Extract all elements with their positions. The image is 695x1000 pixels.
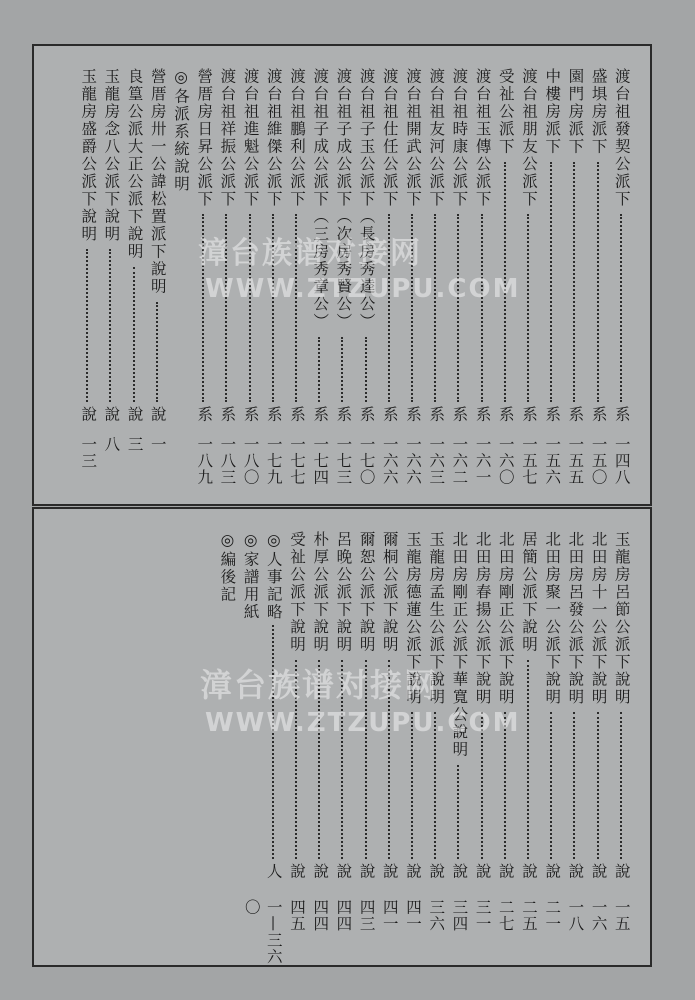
- leader-dots: [597, 712, 602, 859]
- toc-entry-section: 說: [288, 863, 306, 880]
- toc-entry: [518, 509, 540, 965]
- toc-entry: [564, 46, 586, 504]
- toc-entry-title: 渡台祖朋友公派下: [520, 68, 538, 208]
- toc-entry: [611, 46, 633, 504]
- toc-entry-title: 呂晚公派下說明: [334, 531, 353, 654]
- toc-entry: [588, 509, 610, 965]
- toc-entry-title: 中樓房派下: [543, 68, 562, 156]
- toc-entry-title: ◎編後記: [218, 531, 237, 604]
- toc-entry-title: 渡台祖發契公派下: [612, 68, 631, 208]
- toc-entry-title: 北田房剛正公派下華寬公說明: [450, 531, 469, 759]
- toc-entry-page: 一八九: [195, 436, 214, 486]
- toc-entry-title: 北田房剛正公派下說明: [496, 531, 515, 706]
- toc-entry-page: 四三: [357, 899, 376, 932]
- toc-entry: [541, 46, 563, 504]
- leader-dots: [597, 162, 602, 403]
- leader-dots: [86, 249, 91, 402]
- toc-entry-page: 一五七: [520, 436, 538, 486]
- toc-entry-page: 一五六: [543, 436, 562, 486]
- toc-entry-section: 說: [357, 863, 376, 880]
- toc-entry-section: 系: [241, 406, 260, 423]
- toc-entry-title: 渡台祖子成公派下（次房秀賢公）: [334, 68, 353, 331]
- toc-entry-title: ◎家譜用紙: [241, 531, 260, 621]
- toc-entry-page: 二一: [543, 899, 562, 932]
- toc-entry-title: 渡台祖玉傳公派下: [473, 68, 492, 208]
- toc-entry-section: 系: [311, 406, 330, 423]
- toc-entry-title: 渡台祖子成公派下（三房秀章公）: [311, 68, 330, 331]
- toc-entry-page: 四一: [380, 899, 399, 932]
- toc-entry-section: 系: [520, 406, 538, 423]
- toc-entry-title: 北田房聚一公派下說明: [543, 531, 562, 706]
- toc-entry-page: 一八三: [218, 436, 237, 486]
- leader-dots: [573, 712, 578, 859]
- leader-dots: [156, 302, 161, 403]
- toc-entry-section: 說: [334, 863, 353, 880]
- toc-entry-title: 盛埧房派下: [589, 68, 608, 156]
- toc-entry: [100, 46, 122, 504]
- toc-entry-section: 系: [264, 406, 283, 423]
- toc-entry: [588, 46, 610, 504]
- toc-entry-page: 一六三: [427, 436, 446, 486]
- toc-entry-section: 說: [589, 863, 608, 880]
- toc-entry-page: 一七七: [288, 436, 306, 486]
- toc-entry: [77, 46, 99, 504]
- toc-entry-page: 一七三: [334, 436, 353, 486]
- toc-entry-page: 一五五: [566, 436, 585, 486]
- toc-entry-page: 一七〇: [357, 436, 376, 486]
- leader-dots: [573, 162, 578, 403]
- toc-entry-section: 說: [125, 406, 144, 423]
- leader-dots: [550, 712, 555, 859]
- toc-entry-page: 一—三六〇: [242, 899, 283, 965]
- toc-entry-title: 渡台祖仕任公派下: [380, 68, 399, 208]
- toc-entry-title: ◎人事記略: [264, 531, 283, 621]
- toc-entry-title: ◎各派系統說明: [172, 68, 190, 193]
- toc-entry-page: 一六一: [473, 436, 492, 486]
- toc-entry-section: 系: [450, 406, 469, 423]
- toc-entry-title: 朴厚公派下說明: [311, 531, 330, 654]
- toc-entry-page: 四四: [311, 899, 330, 932]
- toc-entry-page: 一三: [79, 436, 98, 469]
- toc-entry-title: 玉龍房念八公派下說明: [102, 68, 121, 243]
- toc-entry-section: 人: [264, 863, 283, 880]
- toc-entry-section: 說: [520, 863, 538, 880]
- toc-entry-title: 渡台祖開武公派下: [404, 68, 422, 208]
- toc-entry-title: 爾恕公派下說明: [357, 531, 376, 654]
- watermark-cn-top: 漳台族谱对接网: [198, 236, 422, 271]
- toc-entry-section: 說: [496, 863, 515, 880]
- toc-entry-page: 一六六: [380, 436, 399, 486]
- toc-entry-title: 渡台祖維傑公派下: [264, 68, 283, 208]
- toc-entry-page: 一六: [589, 899, 608, 932]
- toc-entry-page: 三一: [473, 899, 492, 932]
- toc-entry-page: 一七四: [311, 436, 330, 486]
- leader-dots: [527, 660, 532, 860]
- leader-dots: [133, 267, 138, 403]
- toc-entry-section: 說: [450, 863, 469, 880]
- leader-dots: [109, 249, 114, 402]
- toc-entry-title: 玉龍房孟生公派下說明: [427, 531, 446, 706]
- toc-entry-section: 說: [404, 863, 422, 880]
- watermark-cn-bottom: 漳台族谱对接网: [200, 666, 439, 704]
- toc-entry: [518, 46, 540, 504]
- toc-entry-title: 北田房呂發公派下說明: [566, 531, 585, 706]
- toc-entry-page: 二七: [496, 899, 515, 932]
- toc-entry-title: 園門房派下: [566, 68, 585, 156]
- toc-entry-title: 渡台祖進魁公派下: [241, 68, 260, 208]
- toc-entry-section: 說: [102, 406, 121, 423]
- toc-entry: [611, 509, 633, 965]
- toc-entry-page: 一四八: [612, 436, 631, 486]
- toc-entry-section: 系: [566, 406, 585, 423]
- leader-dots: [318, 337, 323, 403]
- toc-entry-title: 渡台祖祥振公派下: [218, 68, 237, 208]
- toc-entry-title: 良篁公派大正公派下說明: [125, 68, 144, 261]
- toc-entry-page: 一八〇: [241, 436, 260, 486]
- toc-entry-page: 三四: [450, 899, 469, 932]
- toc-entry-page: 四四: [334, 899, 353, 932]
- leader-dots: [457, 765, 462, 860]
- toc-entry-section: 說: [427, 863, 446, 880]
- toc-entry-title: 受祉公派下說明: [288, 531, 306, 654]
- toc-entry-title: 渡台祖鵬利公派下: [288, 68, 306, 208]
- toc-entry-page: 一七九: [264, 436, 283, 486]
- toc-entry-title: 受祉公派下: [496, 68, 515, 156]
- toc-entry-page: 四一: [404, 899, 422, 932]
- toc-entry-section: 系: [218, 406, 237, 423]
- leader-dots: [550, 162, 555, 403]
- toc-entry-section: 說: [380, 863, 399, 880]
- leader-dots: [527, 214, 532, 402]
- toc-entry-section: 系: [404, 406, 422, 423]
- leader-dots: [620, 712, 625, 859]
- leader-dots: [457, 214, 462, 402]
- toc-entry-title: 爾桐公派下說明: [380, 531, 399, 654]
- toc-entry-title: 渡台祖時康公派下: [450, 68, 469, 208]
- toc-entry-section: 系: [357, 406, 376, 423]
- toc-entry-page: 三六: [427, 899, 446, 932]
- toc-entry-page: 三: [125, 436, 144, 453]
- toc-entry-section: 系: [334, 406, 353, 423]
- toc-entry-title: 居簡公派下說明: [520, 531, 538, 654]
- toc-entry-section: 系: [473, 406, 492, 423]
- toc-entry-page: 二五: [520, 899, 538, 932]
- toc-entry-section: 系: [380, 406, 399, 423]
- leader-dots: [341, 337, 346, 403]
- leader-dots: [481, 214, 486, 402]
- toc-entry-section: 說: [79, 406, 98, 423]
- toc-entry-page: 一五: [612, 899, 631, 932]
- toc-entry-section: 系: [496, 406, 515, 423]
- toc-entry-section: 說: [566, 863, 585, 880]
- toc-entry-title: 營厝房日昇公派下: [195, 68, 214, 208]
- toc-entry: [170, 46, 192, 504]
- toc-entry: [147, 46, 169, 504]
- toc-entry-page: 一六六: [404, 436, 422, 486]
- leader-dots: [365, 337, 370, 403]
- toc-entry-page: 一六二: [450, 436, 469, 486]
- toc-entry-section: 系: [543, 406, 562, 423]
- toc-entry-section: 說: [543, 863, 562, 880]
- toc-entry-title: 玉龍房德蓮公派下說明: [404, 531, 422, 706]
- watermark-en-bottom: WWW.ZTZUPU.COM: [205, 708, 521, 738]
- leader-dots: [620, 214, 625, 402]
- toc-entry-page: 一八: [566, 899, 585, 932]
- toc-entry-section: 系: [427, 406, 446, 423]
- toc-entry-title: 北田房春揚公派下說明: [473, 531, 492, 706]
- toc-entry-section: 系: [288, 406, 306, 423]
- toc-entry-title: 北田房十一公派下說明: [589, 531, 608, 706]
- toc-entry-section: 系: [195, 406, 214, 423]
- toc-entry-page: 八: [102, 436, 121, 453]
- toc-entry-title: 玉龍房盛爵公派下說明: [79, 68, 98, 243]
- toc-entry-page: 四五: [288, 899, 306, 932]
- toc-entry-title: 渡台祖友河公派下: [427, 68, 446, 208]
- toc-entry: [564, 509, 586, 965]
- leader-dots: [434, 214, 439, 402]
- toc-entry-section: 系: [589, 406, 608, 423]
- toc-entry-section: 說: [148, 406, 167, 423]
- toc-entry-section: 說: [311, 863, 330, 880]
- toc-entry-section: 說: [473, 863, 492, 880]
- toc-entry-page: 一六〇: [496, 436, 515, 486]
- toc-entry-page: 一五〇: [589, 436, 608, 486]
- toc-entry-title: 渡台祖子玉公派下（長房秀逵公）: [357, 68, 376, 331]
- toc-entry-title: 玉龍房呂節公派下說明: [612, 531, 631, 706]
- toc-entry: [541, 509, 563, 965]
- toc-entry-page: 一: [148, 436, 167, 453]
- watermark-en-top: WWW.ZTZUPU.COM: [205, 274, 521, 304]
- toc-entry-section: 系: [612, 406, 631, 423]
- toc-entry-section: 說: [612, 863, 631, 880]
- toc-entry: [124, 46, 146, 504]
- toc-entry-title: 營厝房卅一公諱松置派下說明: [148, 68, 167, 296]
